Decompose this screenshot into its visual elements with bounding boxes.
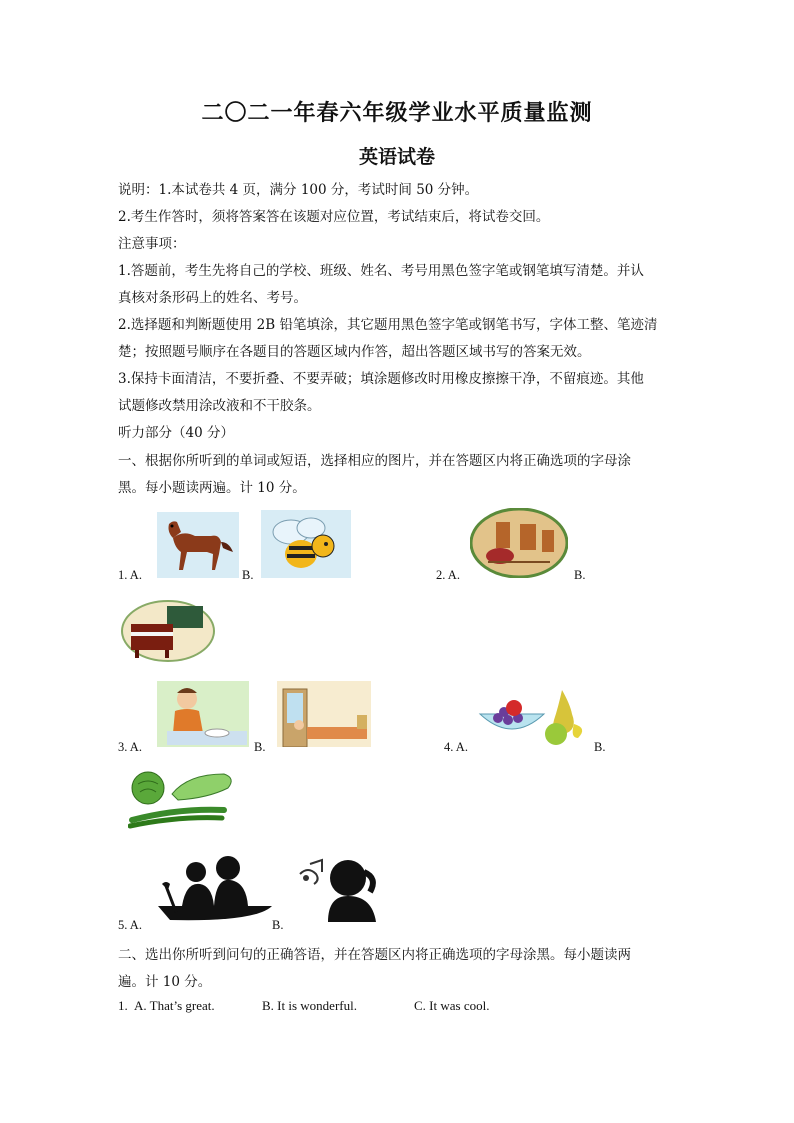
q3-option-b-label: B. (254, 740, 266, 754)
q5-option-a-label: 5. A. (118, 918, 142, 932)
listening-heading: 听力部分（40 分） (118, 425, 234, 441)
q4-option-a-label: 4. A. (444, 740, 468, 754)
notes-heading: 注意事项： (118, 236, 186, 252)
notes-line: 1.答题前，考生先将自己的学校、班级、姓名、考号用黑色签字笔或钢笔填写清楚。并认 (118, 263, 644, 279)
horse-picture (157, 512, 239, 578)
fruit-bowl-picture (478, 684, 590, 746)
s2-q1-option-b: B. It is wonderful. (262, 998, 357, 1013)
q2-option-b-label: B. (574, 568, 586, 582)
instructions-line: 说明：1.本试卷共 4 页，满分 100 分，考试时间 50 分钟。 (118, 182, 479, 198)
section1-instruction: 一、根据你所听到的单词或短语，选择相应的图片，并在答题区内将正确选项的字母涂 (118, 453, 631, 469)
s2-q1-number: 1. (118, 998, 128, 1013)
boy-washing-dishes-picture (157, 681, 249, 747)
page-title: 二〇二一年春六年级学业水平质量监测 (201, 100, 593, 126)
s2-q1-option-c: C. It was cool. (414, 998, 490, 1013)
q1-option-a-label: 1. A. (118, 568, 142, 582)
section1-instruction: 黑。每小题读两遍。计 10 分。 (118, 480, 306, 496)
classroom-desks-picture (470, 508, 568, 578)
girl-listening-music-silhouette-picture (298, 852, 382, 922)
instructions-line: 2.考生作答时，须将答案答在该题对应位置，考试结束后，将试卷交回。 (118, 209, 550, 225)
q1-option-b-label: B. (242, 568, 254, 582)
q2-option-a-label: 2. A. (436, 568, 460, 582)
q3-option-a-label: 3. A. (118, 740, 142, 754)
page-subtitle: 英语试卷 (358, 146, 435, 168)
piano-picture (121, 600, 215, 662)
q4-option-b-label: B. (594, 740, 606, 754)
bee-picture (261, 510, 351, 578)
notes-line: 试题修改禁用涂改液和不干胶条。 (118, 398, 321, 414)
q5-option-b-label: B. (272, 918, 284, 932)
bedroom-picture (277, 681, 371, 747)
section2-instruction: 二、选出你所听到问句的正确答语，并在答题区内将正确选项的字母涂黑。每小题读两 (118, 947, 631, 963)
section2-instruction: 遍。计 10 分。 (118, 974, 212, 990)
kids-boating-silhouette-picture (156, 856, 274, 924)
notes-line: 真核对条形码上的姓名、考号。 (118, 290, 307, 306)
vegetables-picture (128, 770, 238, 830)
notes-line: 楚；按照题号顺序在各题目的答题区域内作答，超出答题区域书写的答案无效。 (118, 344, 591, 360)
notes-line: 3.保持卡面清洁，不要折叠、不要弄破；填涂题修改时用橡皮擦擦干净，不留痕迹。其他 (118, 371, 644, 387)
s2-q1-option-a: A. That’s great. (134, 998, 215, 1013)
notes-line: 2.选择题和判断题使用 2B 铅笔填涂，其它题用黑色签字笔或钢笔书写，字体工整、笔迹清 (118, 317, 658, 333)
